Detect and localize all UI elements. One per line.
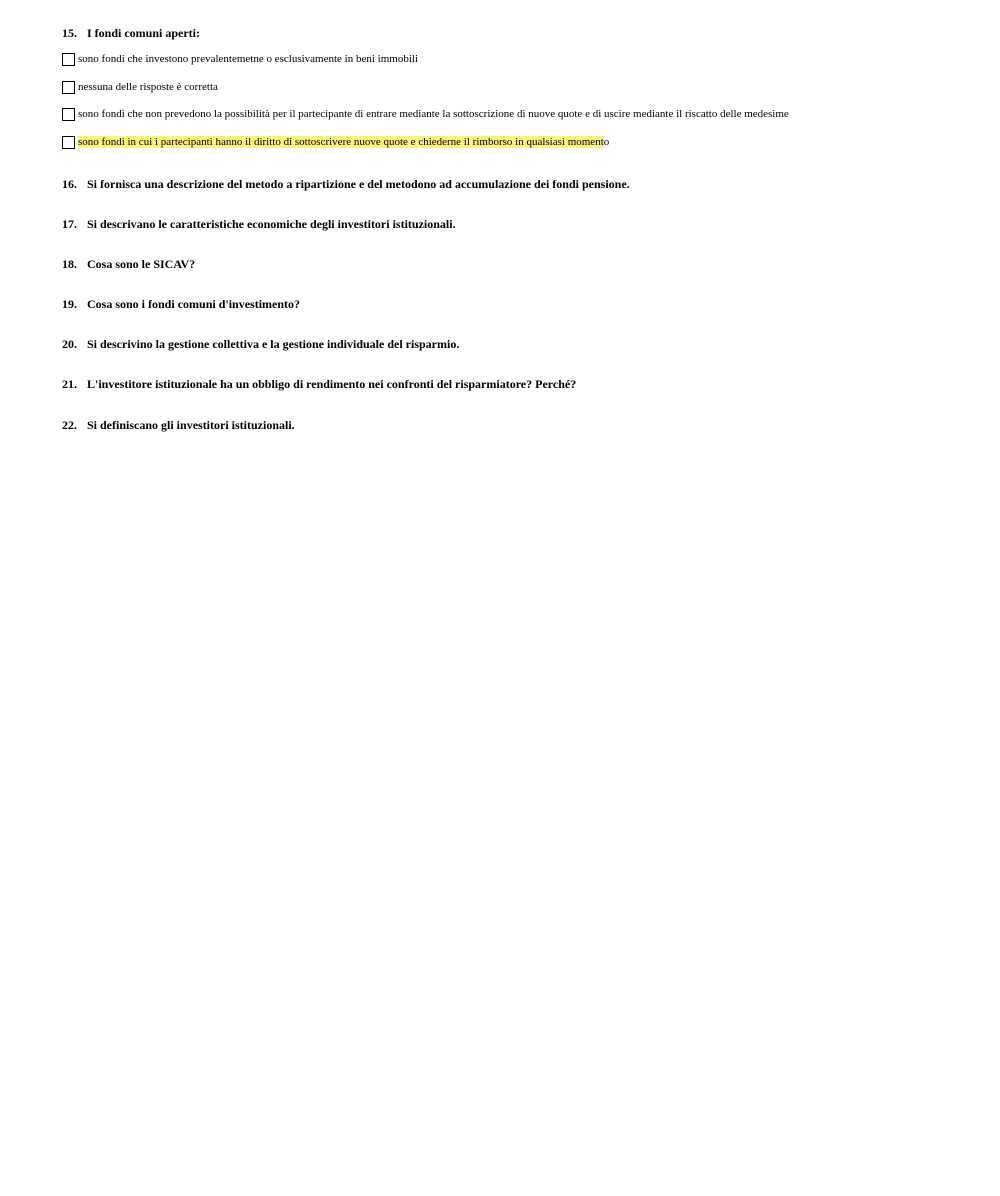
answer-option-text [78, 136, 609, 149]
question-text: Si descrivino la gestione collettiva e la gestione individuale del risparmio. [87, 337, 460, 351]
answer-checkbox[interactable] [62, 108, 75, 121]
question-number: 20. [62, 337, 77, 351]
question-number: 19. [62, 297, 77, 311]
question-text: Si descrivano le caratteristiche economiche degli investitori istituzionali. [87, 217, 456, 231]
question-number: 15. [62, 26, 77, 40]
question-16-title [62, 177, 630, 191]
highlighted-answer-text: sono fondi in cui i partecipanti hanno il diritto di sottoscrivere nuove quote e chiederne il rimborso in qualsiasi moment [78, 135, 604, 148]
question-number: 18. [62, 257, 77, 271]
question-22-title [62, 418, 295, 432]
question-18-title [62, 257, 195, 271]
question-17-title [62, 217, 456, 231]
answer-option-text: sono fondi che investono prevalentemetne o esclusivamente in beni immobili [78, 52, 419, 65]
answer-option-text: nessuna delle risposte è corretta [78, 80, 218, 93]
answer-checkbox[interactable] [62, 81, 75, 94]
question-number: 21. [62, 377, 77, 391]
answer-option-4[interactable] [62, 134, 609, 150]
answer-checkbox[interactable] [62, 136, 75, 149]
question-19-title [62, 297, 300, 311]
question-number: 16. [62, 177, 77, 191]
question-text: Si definiscano gli investitori istituzionali. [87, 418, 295, 432]
answer-option-3[interactable] [62, 106, 789, 122]
answer-option-text: sono fondi che non prevedono la possibilità per il partecipante di entrare mediante la sottoscrizione di nuove quote e di uscire mediante il riscatto delle medesime [78, 107, 789, 120]
question-number: 22. [62, 418, 77, 432]
question-text: Si fornisca una descrizione del metodo a ripartizione e del metodono ad accumulazione dei fondi pensione. [87, 177, 630, 191]
answer-checkbox[interactable] [62, 53, 75, 66]
question-text: L'investitore istituzionale ha un obbligo di rendimento nei confronti del risparmiatore? Perché? [87, 377, 577, 391]
answer-option-2[interactable] [62, 79, 218, 95]
question-text: Cosa sono i fondi comuni d'investimento? [87, 297, 301, 311]
question-21-title [62, 377, 576, 391]
question-15-title [62, 26, 200, 40]
question-number: 17. [62, 217, 77, 231]
question-20-title [62, 337, 459, 351]
question-text: I fondi comuni aperti: [87, 26, 201, 40]
answer-text-tail: o [603, 135, 610, 148]
answer-option-1[interactable] [62, 51, 418, 67]
question-text: Cosa sono le SICAV? [87, 257, 196, 271]
